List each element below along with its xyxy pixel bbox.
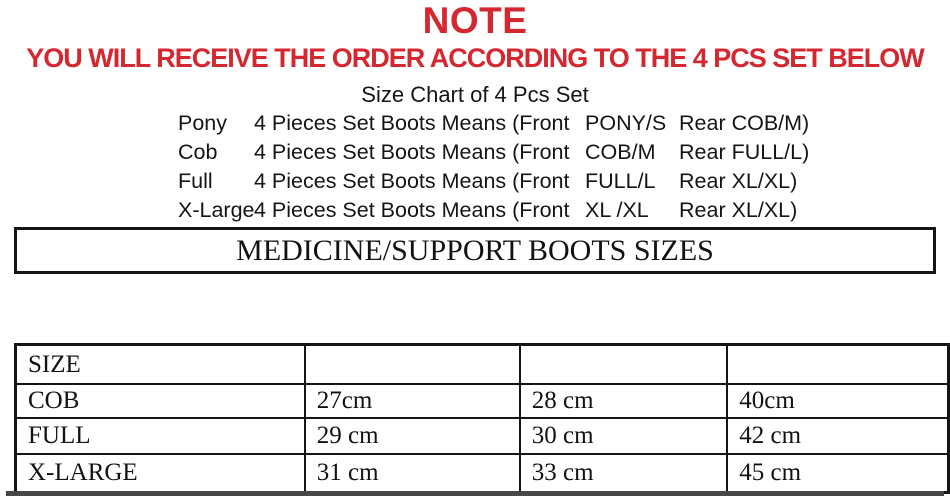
set-front-size: PONY/S [585,111,667,135]
set-chart-row-cob [178,138,809,167]
cell-measure: 28 cm [520,384,727,418]
note-message: YOU WILL RECEIVE THE ORDER ACCORDING TO THE 4 PCS SET BELOW [26,43,924,73]
header-cell-empty [727,345,948,385]
cell-measure: 42 cm [727,418,948,454]
set-chart-heading: Size Chart of 4 Pcs Set [361,82,589,107]
header-cell-empty [305,345,520,385]
set-front-size: COB/M [585,140,656,164]
set-desc-text: 4 Pieces Set Boots Means (Front [254,198,570,222]
set-chart-row-full [178,167,809,196]
table-row-cob [16,384,949,418]
boots-sizes-banner [14,227,936,274]
set-desc-text: 4 Pieces Set Boots Means (Front [254,111,570,135]
cell-size-name: COB [16,384,305,418]
set-rear-size: Rear XL/XL) [679,169,798,193]
set-chart-lines [178,109,809,225]
boots-sizes-table [14,343,950,494]
header-cell-size: SIZE [16,345,305,385]
cell-measure: 30 cm [520,418,727,454]
banner-title: MEDICINE/SUPPORT BOOTS SIZES [236,233,714,267]
note-title: NOTE [422,0,528,41]
set-rear-size: Rear XL/XL) [679,198,798,222]
set-chart-row-pony [178,109,809,138]
header-cell-empty [520,345,727,385]
table-row-xlarge [16,454,949,493]
set-desc-text: 4 Pieces Set Boots Means (Front [254,169,570,193]
set-front-size: FULL/L [585,169,656,193]
table-header-row [16,345,949,385]
set-size-label: Full [178,169,213,193]
cell-size-name: X-LARGE [16,454,305,493]
bottom-edge-line [6,491,944,496]
set-front-size: XL /XL [585,198,649,222]
table-row-full [16,418,949,454]
cell-measure: 40cm [727,384,948,418]
set-rear-size: Rear FULL/L) [679,140,810,164]
cell-measure: 29 cm [305,418,520,454]
cell-measure: 27cm [305,384,520,418]
set-size-label: X-Large [178,198,255,222]
cell-measure: 45 cm [727,454,948,493]
set-size-label: Pony [178,111,228,135]
cell-size-name: FULL [16,418,305,454]
set-chart-row-xlarge [178,196,809,225]
set-desc-text: 4 Pieces Set Boots Means (Front [254,140,570,164]
cell-measure: 33 cm [520,454,727,493]
set-rear-size: Rear COB/M) [679,111,810,135]
cell-measure: 31 cm [305,454,520,493]
set-size-label: Cob [178,140,218,164]
